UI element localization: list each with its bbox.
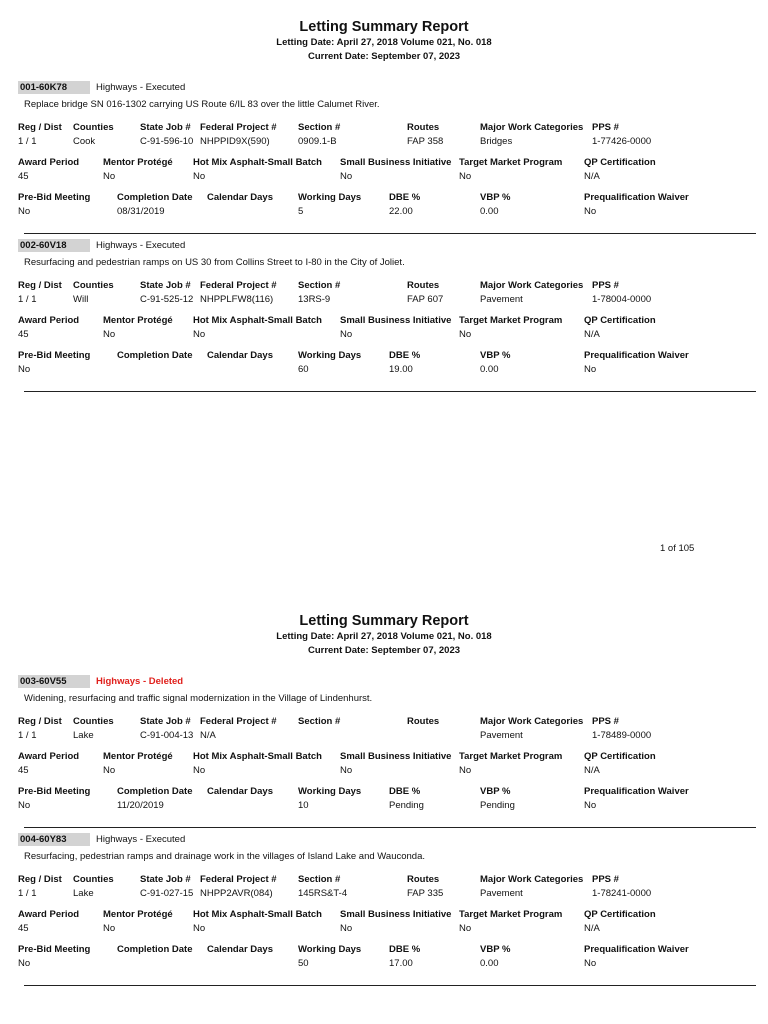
value-prebid: No (18, 958, 31, 969)
value-reg: 1 / 1 (18, 730, 37, 741)
report-title: Letting Summary Report (299, 19, 469, 35)
label-routes: Routes (407, 716, 440, 727)
label-prebid: Pre-Bid Meeting (18, 786, 91, 797)
value-working: 5 (298, 206, 304, 217)
label-qp: QP Certification (584, 315, 656, 326)
value-mentor: No (103, 329, 116, 340)
value-reg: 1 / 1 (18, 136, 37, 147)
value-pps: 1-78004-0000 (592, 294, 652, 305)
page-number: 1 of 105 (660, 543, 695, 554)
label-calendar: Calendar Days (207, 786, 274, 797)
label-statejob: State Job # (140, 280, 191, 291)
value-mentor: No (103, 923, 116, 934)
label-completion: Completion Date (117, 944, 193, 955)
letting-date-line: Letting Date: April 27, 2018 Volume 021, No. 018 (276, 37, 492, 48)
project-description: Replace bridge SN 016-1302 carrying US Route 6/IL 83 over the little Calumet River. (24, 99, 380, 110)
label-tmp: Target Market Program (459, 157, 563, 168)
value-federal: NHPP2AVR(084) (200, 888, 273, 899)
value-prequal: No (584, 364, 597, 375)
label-prequal: Prequalification Waiver (584, 944, 689, 955)
label-pps: PPS # (592, 280, 619, 291)
value-working: 60 (298, 364, 309, 375)
label-vbp: VBP % (480, 192, 511, 203)
label-completion: Completion Date (117, 192, 193, 203)
label-statejob: State Job # (140, 874, 191, 885)
label-completion: Completion Date (117, 786, 193, 797)
value-working: 10 (298, 800, 309, 811)
label-mentor: Mentor Protégé (103, 909, 173, 920)
value-counties: Cook (73, 136, 96, 147)
value-qp: N/A (584, 171, 600, 182)
value-dbe: 19.00 (389, 364, 413, 375)
value-qp: N/A (584, 329, 600, 340)
value-hotmix: No (193, 765, 206, 776)
value-statejob: C-91-596-10 (140, 136, 194, 147)
label-working: Working Days (298, 944, 362, 955)
label-counties: Counties (73, 874, 114, 885)
project-status: Highways - Deleted (96, 676, 184, 687)
label-sbi: Small Business Initiative (340, 157, 452, 168)
value-prebid: No (18, 206, 31, 217)
value-completion: 11/20/2019 (117, 800, 164, 811)
value-dbe: Pending (389, 800, 424, 811)
report-header (0, 18, 768, 63)
label-dbe: DBE % (389, 350, 421, 361)
label-section: Section # (298, 280, 341, 291)
report-header (0, 612, 768, 657)
label-prebid: Pre-Bid Meeting (18, 350, 91, 361)
current-date-line: Current Date: September 07, 2023 (307, 644, 461, 656)
value-mentor: No (103, 765, 116, 776)
label-hotmix: Hot Mix Asphalt-Small Batch (193, 315, 322, 326)
report-title: Letting Summary Report (299, 613, 469, 629)
value-statejob: C-91-004-13 (140, 730, 194, 741)
label-major: Major Work Categories (480, 874, 584, 885)
label-calendar: Calendar Days (207, 944, 274, 955)
project-id: 001-60K78 (18, 81, 90, 94)
value-tmp: No (459, 923, 472, 934)
value-award: 45 (18, 329, 29, 340)
label-statejob: State Job # (140, 716, 191, 727)
label-major: Major Work Categories (480, 716, 584, 727)
label-federal: Federal Project # (200, 874, 277, 885)
label-award: Award Period (18, 751, 80, 762)
label-section: Section # (298, 874, 341, 885)
label-major: Major Work Categories (480, 122, 584, 133)
label-reg: Reg / Dist (18, 122, 62, 133)
label-routes: Routes (407, 122, 440, 133)
label-mentor: Mentor Protégé (103, 315, 173, 326)
label-calendar: Calendar Days (207, 350, 274, 361)
label-tmp: Target Market Program (459, 909, 563, 920)
label-section: Section # (298, 716, 341, 727)
label-dbe: DBE % (389, 192, 421, 203)
value-reg: 1 / 1 (18, 294, 37, 305)
value-major: Bridges (480, 136, 513, 147)
label-federal: Federal Project # (200, 280, 277, 291)
label-pps: PPS # (592, 874, 619, 885)
label-counties: Counties (73, 716, 114, 727)
label-award: Award Period (18, 157, 80, 168)
value-tmp: No (459, 329, 472, 340)
label-mentor: Mentor Protégé (103, 751, 173, 762)
label-pps: PPS # (592, 122, 619, 133)
label-federal: Federal Project # (200, 716, 277, 727)
label-major: Major Work Categories (480, 280, 584, 291)
value-qp: N/A (584, 923, 600, 934)
label-prebid: Pre-Bid Meeting (18, 192, 91, 203)
label-routes: Routes (407, 874, 440, 885)
label-prebid: Pre-Bid Meeting (18, 944, 91, 955)
project-id: 002-60V18 (18, 239, 90, 252)
label-vbp: VBP % (480, 786, 511, 797)
value-dbe: 17.00 (389, 958, 413, 969)
label-hotmix: Hot Mix Asphalt-Small Batch (193, 751, 322, 762)
label-counties: Counties (73, 122, 114, 133)
section-divider (24, 391, 756, 392)
project-description: Resurfacing and pedestrian ramps on US 30 from Collins Street to I-80 in the City of Joliet. (24, 257, 405, 268)
value-sbi: No (340, 329, 353, 340)
value-statejob: C-91-525-12 (140, 294, 194, 305)
label-routes: Routes (407, 280, 440, 291)
letting-date-line: Letting Date: April 27, 2018 Volume 021, No. 018 (276, 631, 492, 642)
value-hotmix: No (193, 171, 206, 182)
value-counties: Will (73, 294, 89, 305)
value-completion: 08/31/2019 (117, 206, 165, 217)
label-reg: Reg / Dist (18, 280, 62, 291)
label-dbe: DBE % (389, 786, 421, 797)
value-routes: FAP 335 (407, 888, 444, 899)
value-mentor: No (103, 171, 116, 182)
label-tmp: Target Market Program (459, 751, 563, 762)
label-prequal: Prequalification Waiver (584, 350, 689, 361)
value-major: Pavement (480, 888, 523, 899)
label-qp: QP Certification (584, 157, 656, 168)
value-award: 45 (18, 765, 29, 776)
current-date-line: Current Date: September 07, 2023 (307, 50, 461, 62)
value-working: 50 (298, 958, 309, 969)
value-prebid: No (18, 364, 31, 375)
label-calendar: Calendar Days (207, 192, 274, 203)
project-id: 004-60Y83 (18, 833, 90, 846)
value-section: 13RS-9 (298, 294, 331, 305)
value-routes: FAP 607 (407, 294, 444, 305)
project-status: Highways - Executed (96, 240, 186, 251)
section-divider (24, 827, 756, 828)
label-vbp: VBP % (480, 944, 511, 955)
label-completion: Completion Date (117, 350, 193, 361)
label-section: Section # (298, 122, 341, 133)
label-hotmix: Hot Mix Asphalt-Small Batch (193, 157, 322, 168)
label-reg: Reg / Dist (18, 716, 62, 727)
value-section: 0909.1-B (298, 136, 337, 147)
label-award: Award Period (18, 315, 80, 326)
value-counties: Lake (73, 730, 94, 741)
value-sbi: No (340, 765, 353, 776)
value-sbi: No (340, 171, 353, 182)
label-working: Working Days (298, 786, 362, 797)
label-dbe: DBE % (389, 944, 421, 955)
label-mentor: Mentor Protégé (103, 157, 173, 168)
value-major: Pavement (480, 730, 523, 741)
value-routes: FAP 358 (407, 136, 444, 147)
value-federal: NHPPLFW8(116) (200, 294, 274, 305)
value-statejob: C-91-027-15 (140, 888, 194, 899)
label-award: Award Period (18, 909, 80, 920)
value-dbe: 22.00 (389, 206, 413, 217)
value-prequal: No (584, 958, 597, 969)
label-working: Working Days (298, 192, 362, 203)
label-vbp: VBP % (480, 350, 511, 361)
value-section: 145RS&T-4 (298, 888, 348, 899)
value-vbp: 0.00 (480, 958, 499, 969)
label-working: Working Days (298, 350, 362, 361)
value-sbi: No (340, 923, 353, 934)
value-major: Pavement (480, 294, 523, 305)
value-federal: N/A (200, 730, 216, 741)
value-hotmix: No (193, 923, 206, 934)
value-prebid: No (18, 800, 31, 811)
label-qp: QP Certification (584, 751, 656, 762)
project-id: 003-60V55 (18, 675, 90, 688)
label-sbi: Small Business Initiative (340, 909, 452, 920)
value-vbp: 0.00 (480, 364, 499, 375)
value-counties: Lake (73, 888, 94, 899)
value-award: 45 (18, 923, 29, 934)
value-qp: N/A (584, 765, 600, 776)
value-pps: 1-77426-0000 (592, 136, 652, 147)
label-counties: Counties (73, 280, 114, 291)
section-divider (24, 985, 756, 986)
label-hotmix: Hot Mix Asphalt-Small Batch (193, 909, 322, 920)
label-prequal: Prequalification Waiver (584, 786, 689, 797)
value-tmp: No (459, 765, 472, 776)
value-tmp: No (459, 171, 472, 182)
label-pps: PPS # (592, 716, 619, 727)
label-reg: Reg / Dist (18, 874, 62, 885)
label-federal: Federal Project # (200, 122, 277, 133)
value-pps: 1-78489-0000 (592, 730, 652, 741)
label-sbi: Small Business Initiative (340, 315, 452, 326)
value-pps: 1-78241-0000 (592, 888, 652, 899)
project-status: Highways - Executed (96, 834, 186, 845)
label-tmp: Target Market Program (459, 315, 563, 326)
value-prequal: No (584, 206, 597, 217)
label-statejob: State Job # (140, 122, 191, 133)
section-divider (24, 233, 756, 234)
value-federal: NHPPID9X(590) (200, 136, 270, 147)
value-hotmix: No (193, 329, 206, 340)
project-description: Resurfacing, pedestrian ramps and drainage work in the villages of Island Lake and Wauconda. (24, 851, 425, 862)
value-vbp: 0.00 (480, 206, 499, 217)
project-description: Widening, resurfacing and traffic signal modernization in the Village of Lindenhurst. (24, 693, 373, 704)
label-sbi: Small Business Initiative (340, 751, 452, 762)
value-prequal: No (584, 800, 597, 811)
project-status: Highways - Executed (96, 82, 186, 93)
label-qp: QP Certification (584, 909, 656, 920)
value-award: 45 (18, 171, 29, 182)
value-vbp: Pending (480, 800, 515, 811)
value-reg: 1 / 1 (18, 888, 37, 899)
label-prequal: Prequalification Waiver (584, 192, 689, 203)
